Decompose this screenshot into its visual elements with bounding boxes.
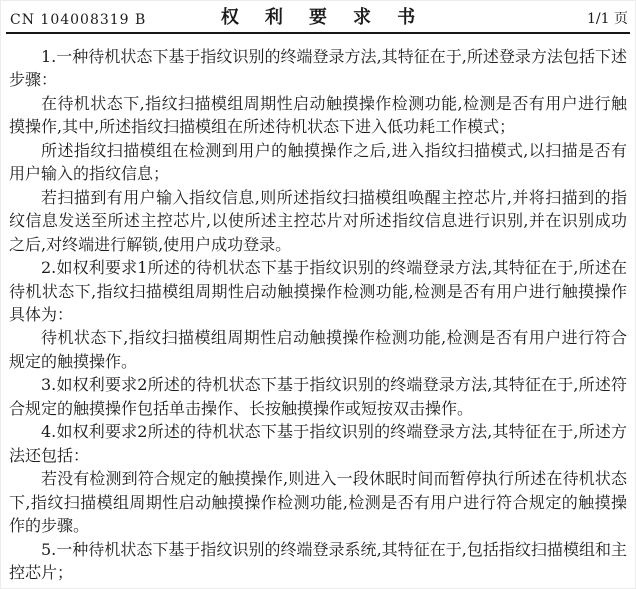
claim-paragraph: 若扫描到有用户输入指纹信息,则所述指纹扫描模组唤醒主控芯片,并将扫描到的指纹信息发送至所述主控芯片,以使所述主控芯片对所述指纹信息进行识别,并在识别成功之后,对终端进行解锁,使用户成功登录。 bbox=[9, 187, 627, 254]
claim-paragraph: 1.一种待机状态下基于指纹识别的终端登录方法,其特征在于,所述登录方法包括下述步骤： bbox=[9, 47, 627, 90]
page-indicator: 1/1 页 bbox=[587, 11, 628, 27]
claim-paragraph: 5.一种待机状态下基于指纹识别的终端登录系统,其特征在于,包括指纹扫描模组和主控芯片； bbox=[9, 539, 627, 582]
document-header bbox=[6, 1, 630, 34]
claim-paragraph: 3.如权利要求2所述的待机状态下基于指纹识别的终端登录方法,其特征在于,所述符合规定的触摸操作包括单击操作、长按触摸操作或短按双击操作。 bbox=[9, 375, 627, 418]
claim-paragraph: 4.如权利要求2所述的待机状态下基于指纹识别的终端登录方法,其特征在于,所述方法还包括： bbox=[9, 422, 627, 465]
claim-paragraph: 若没有检测到符合规定的触摸操作,则进入一段休眠时间而暂停执行所述在待机状态下,指纹扫描模组周期性启动触摸操作检测功能,检测是否有用户进行符合规定的触摸操作的步骤。 bbox=[9, 469, 627, 536]
claim-paragraph: 在待机状态下,指纹扫描模组周期性启动触摸操作检测功能,检测是否有用户进行触摸操作,其中,所述指纹扫描模组在所述待机状态下进入低功耗工作模式； bbox=[9, 93, 627, 137]
patent-number: CN 104008319 B bbox=[10, 12, 147, 28]
claim-paragraph: 2.如权利要求1所述的待机状态下基于指纹识别的终端登录方法,其特征在于,所述在待机状态下,指纹扫描模组周期性启动触摸操作检测功能,检测是否有用户进行触摸操作具体为： bbox=[9, 258, 627, 324]
claim-paragraph: 待机状态下,指纹扫描模组周期性启动触摸操作检测功能,检测是否有用户进行符合规定的触摸操作。 bbox=[9, 328, 627, 371]
document-title: 权 利 要 求 书 bbox=[220, 7, 426, 28]
claim-paragraph: 所述指纹扫描模组在检测到用户的触摸操作之后,进入指纹扫描模式,以扫描是否有用户输入的指纹信息； bbox=[9, 140, 627, 184]
claims-body bbox=[1, 34, 635, 584]
